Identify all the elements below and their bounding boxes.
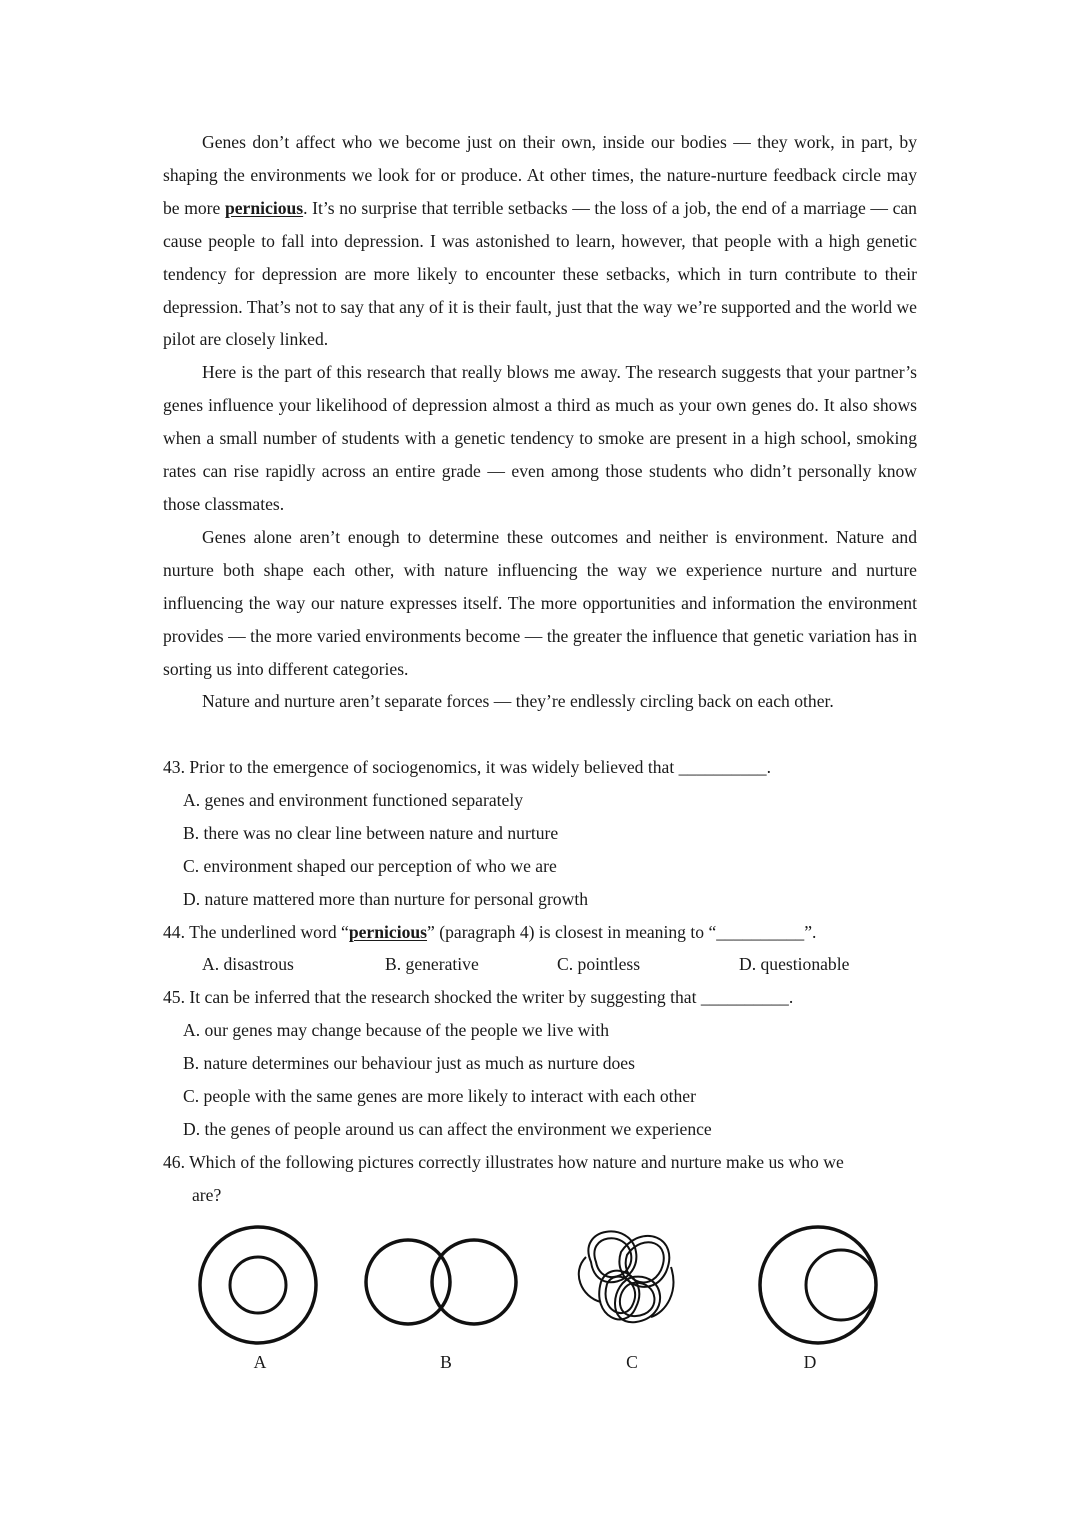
paragraph-3: Genes alone aren’t enough to determine these outcomes and neither is environment. Nature and nurture both shape each other, with nature influencing the way we experience nurture and nurture influencing the way our nature expresses itself. The more opportunities and information the environment provides — the more varied environments become — the greater the influence that genetic variation has in sorting us into different categories. [163,526,917,679]
question-45-option-c[interactable]: C. people with the same genes are more likely to interact with each other [183,1086,696,1107]
paragraph-4: Nature and nurture aren’t separate forces — they’re endlessly circling back on each other. [202,691,834,712]
question-45-option-a[interactable]: A. our genes may change because of the people we live with [183,1020,610,1041]
question-43-option-a[interactable]: A. genes and environment functioned separately [183,789,524,810]
question-44-option-b[interactable]: B. generative [385,954,479,975]
paragraph-1-text-start: Genes don’t affect who we become just on their own, inside our bodies — they work, in part, by shaping the environments we look for or produce. At other times, the nature-nurture feedback circle may be more [163,132,917,218]
question-44-stem-start: 44. The underlined word “ [163,921,349,942]
question-44-options [163,948,923,981]
question-44-stem [163,916,923,949]
question-43-option-d[interactable]: D. nature mattered more than nurture for personal growth [183,888,588,909]
figure-c-interwoven-knot[interactable] [571,1222,681,1352]
paragraph-1 [163,126,917,356]
question-46-figures [195,1222,895,1382]
question-43-option-b[interactable]: B. there was no clear line between nature and nurture [183,822,559,843]
question-43-option-c[interactable]: C. environment shaped our perception of who we are [183,855,557,876]
figure-c-label: C [626,1352,638,1372]
paragraph-2: Here is the part of this research that really blows me away. The research suggests that your partner’s genes influence your likelihood of depression almost a third as much as your own genes do. It also shows when a small number of students with a genetic tendency to smoke are present in a high school, smoking rates can rise rapidly across an entire grade — even among those students who didn’t personally know those classmates. [163,362,917,514]
question-44-option-a[interactable]: A. disastrous [202,954,294,975]
question-46-stem: 46. Which of the following pictures correctly illustrates how nature and nurture make us who we [163,1151,844,1172]
question-43-stem: 43. Prior to the emergence of sociogenomics, it was widely believed that __________. [163,757,771,777]
passage [163,126,917,718]
question-44-option-c[interactable]: C. pointless [557,954,641,975]
question-44-stem-end: ” (paragraph 4) is closest in meaning to “__________”. [427,921,817,942]
figure-b-overlapping-circles[interactable] [360,1222,525,1352]
question-45-option-d[interactable]: D. the genes of people around us can affect the environment we experience [183,1118,712,1139]
question-46-stem-cont: are? [192,1184,222,1205]
figure-a-concentric-circles[interactable] [195,1222,325,1352]
question-45-stem: 45. It can be inferred that the research shocked the writer by suggesting that __________. [163,987,794,1008]
paragraph-1-text-end: . It’s no surprise that terrible setbacks — the loss of a job, the end of a marriage — can cause people to fall into depression. I was astonished to learn, however, that people with a high genetic tendency for depression are more likely to encounter these setbacks, which in turn contribute to their depression. That’s not to say that any of it is their fault, just that the way we’re supported and the world we pilot are closely linked. [163,197,917,350]
figure-d-label: D [803,1352,817,1372]
question-44-option-d[interactable]: D. questionable [739,954,850,975]
question-44-keyword: pernicious [348,921,428,942]
figure-d-tangent-circles[interactable] [755,1222,885,1352]
question-45-option-b[interactable]: B. nature determines our behaviour just as much as nurture does [183,1053,635,1074]
keyword-pernicious: pernicious [224,197,304,218]
figure-a-label: A [253,1352,267,1372]
question-section [163,751,923,1212]
figure-b-label: B [440,1352,452,1372]
